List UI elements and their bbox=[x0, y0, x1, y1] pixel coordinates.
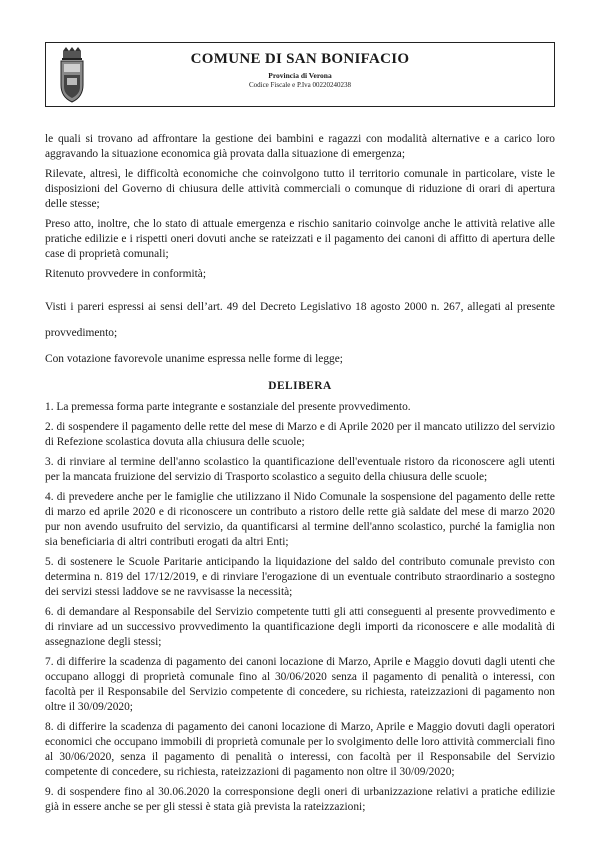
paragraph: le quali si trovano ad affrontare la gestione dei bambini e ragazzi con modalità alternative e a carico loro aggravando la situazione economica già provata dalla situazione di emergenza; bbox=[45, 133, 555, 160]
list-item: 9. di sospendere fino al 30.06.2020 la corresponsione degli oneri di urbanizzazione relativi a pratiche edilizie già in essere anche se per gli stessi è stata già prevista la rateizzazioni; bbox=[45, 786, 555, 813]
section-heading: DELIBERA bbox=[268, 380, 332, 392]
list-item: 6. di demandare al Responsabile del Servizio competente tutti gli atti conseguenti al presente provvedimento e di rinviare ad un successivo provvedimento la quantificazione degli importi da riconoscere e alle modalità di assegnazione degli stessi; bbox=[45, 606, 555, 648]
document-body bbox=[45, 132, 555, 820]
province-name: Provincia di Verona bbox=[268, 71, 332, 80]
list-item: 4. di prevedere anche per le famiglie che utilizzano il Nido Comunale la sospensione del pagamento delle rette di marzo ed aprile 2020 e di riconoscere un contributo a ristoro delle rette già saldate del mese di marzo 2020 pur non avendo usufruito del servizio, da quantificarsi al termine dell'anno scolastico, purché la famiglia non sia beneficiaria di altri contributi erogati da altri Enti; bbox=[45, 491, 555, 548]
list-item: 8. di differire la scadenza di pagamento dei canoni locazione di Marzo, Aprile e Maggio dovuti dagli operatori economici che occupano immobili di proprietà comunale per lo svolgimento delle loro attività commerciali fino al 30/06/2020, senza il pagamento di penalità o interessi, con facoltà per il Responsabile del Servizio competente di concedere, su richiesta, rateizzazioni di pagamento non oltre il 30/09/2020; bbox=[45, 721, 555, 778]
letterhead bbox=[45, 42, 555, 107]
paragraph: Con votazione favorevole unanime espressa nelle forme di legge; bbox=[45, 353, 343, 365]
list-item: 5. di sostenere le Scuole Paritarie anticipando la liquidazione del saldo del contributo comunale previsto con determina n. 819 del 17/12/2019, e di rinviare l'erogazione di un eventuale contributo straordinario a sostegno dei servizi stessi laddove se ne ravvisasse la necessità; bbox=[45, 556, 555, 598]
list-item: 3. di rinviare al termine dell'anno scolastico la quantificazione dell'eventuale ristoro da riconoscere agli utenti per la mancata fruizione del servizio di Trasporto scolastico a seguito della chiusura delle scuole; bbox=[45, 456, 555, 483]
municipality-name: COMUNE DI SAN BONIFACIO bbox=[190, 51, 410, 67]
paragraph: Ritenuto provvedere in conformità; bbox=[45, 268, 207, 280]
paragraph: Preso atto, inoltre, che lo stato di attuale emergenza e rischio sanitario coinvolge anche le attività relative alle pratiche edilizie e i rispetti oneri dovuti anche se rateizzati e il pagamento dei canoni di affitto di apertura delle case di proprietà comunali; bbox=[45, 218, 555, 260]
list-item: 7. di differire la scadenza di pagamento dei canoni locazione di Marzo, Aprile e Maggio dovuti dagli utenti che occupano alloggi di proprietà comunale fino al 30/06/2020 senza il pagamento di penalità o interessi, con facoltà per il Responsabile del Servizio competente di concedere, su richiesta, rateizzazioni di pagamento non oltre il 30/09/2020; bbox=[45, 656, 555, 713]
list-item: 2. di sospendere il pagamento delle rette del mese di Marzo e di Aprile 2020 per il mancato utilizzo del servizio di Refezione scolastica dovuta alla chiusura delle scuole; bbox=[45, 421, 555, 448]
paragraph: Visti i pareri espressi ai sensi dell’art. 49 del Decreto Legislativo 18 agosto 2000 n. 267, allegati al presente provvedimento; bbox=[45, 301, 555, 339]
list-item: 1. La premessa forma parte integrante e sostanziale del presente provvedimento. bbox=[45, 401, 411, 413]
paragraph: Rilevate, altresì, le difficoltà economiche che coinvolgono tutto il territorio comunale in particolare, viste le disposizioni del Governo di chiusura delle attività commerciali o comunque di riduzione di orari di apertura delle stesse; bbox=[45, 168, 555, 210]
fiscal-code: Codice Fiscale e P.Iva 00220240238 bbox=[248, 81, 352, 89]
